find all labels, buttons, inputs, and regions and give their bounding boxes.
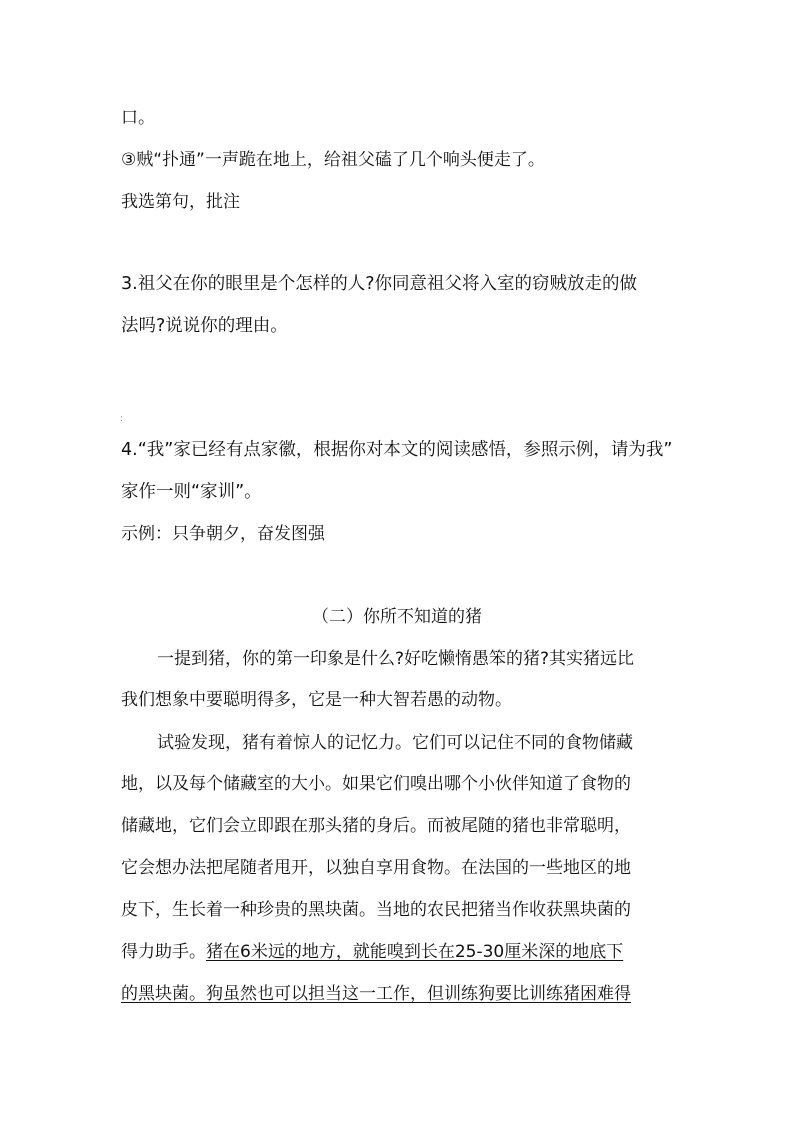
question-3-line-1: 3.祖父在你的眼里是个怎样的人?你同意祖父将入室的窃贼放走的做 (121, 274, 637, 294)
paragraph-line: 试验发现，猪有着惊人的记忆力。它们可以记住不同的食物储藏 (157, 733, 633, 753)
question-4-line-1: 4.“我”家已经有点家徽，根据你对本文的阅读感悟，参照示例，请为我” (121, 440, 673, 460)
paragraph-line (121, 940, 623, 964)
paragraph-line: 储藏地，它们会立即跟在那头猪的身后。而被尾随的猪也非常聪明， (121, 816, 631, 836)
text-line: 我选第句，批注 (121, 192, 240, 212)
text-segment: 得力助手。 (121, 942, 206, 962)
example-line: 示例：只争朝夕，奋发图强 (121, 524, 325, 544)
underlined-text: 猪在6米远的地方，就能嗅到长在25-30厘米深的地底下 (206, 942, 624, 962)
paragraph-line: 地，以及每个储藏室的大小。如果它们嗅出哪个小伙伴知道了食物的 (121, 774, 631, 794)
paragraph-line: 皮下，生长着一种珍贵的黑块菌。当地的农民把猪当作收获黑块菌的 (121, 900, 631, 920)
question-4-line-2: 家作一则“家训”。 (121, 482, 262, 502)
paragraph-line: 它会想办法把尾随者甩开，以独自享用食物。在法国的一些地区的地 (121, 858, 631, 878)
paragraph-line: 一提到猪，你的第一印象是什么?好吃懒惰愚笨的猪?其实猪远比 (157, 649, 635, 669)
stray-mark: : (120, 414, 124, 424)
underlined-paragraph-line: 的黑块菌。狗虽然也可以担当这一工作，但训练狗要比训练猪困难得 (121, 984, 631, 1004)
question-3-line-2: 法吗?说说你的理由。 (121, 316, 288, 336)
text-line: ③贼“扑通”一声跪在地上，给祖父磕了几个响头便走了。 (121, 150, 545, 170)
text-line: 口。 (121, 108, 155, 128)
section-title: （二）你所不知道的猪 (312, 607, 482, 627)
paragraph-line: 我们想象中要聪明得多，它是一种大智若愚的动物。 (121, 690, 512, 710)
